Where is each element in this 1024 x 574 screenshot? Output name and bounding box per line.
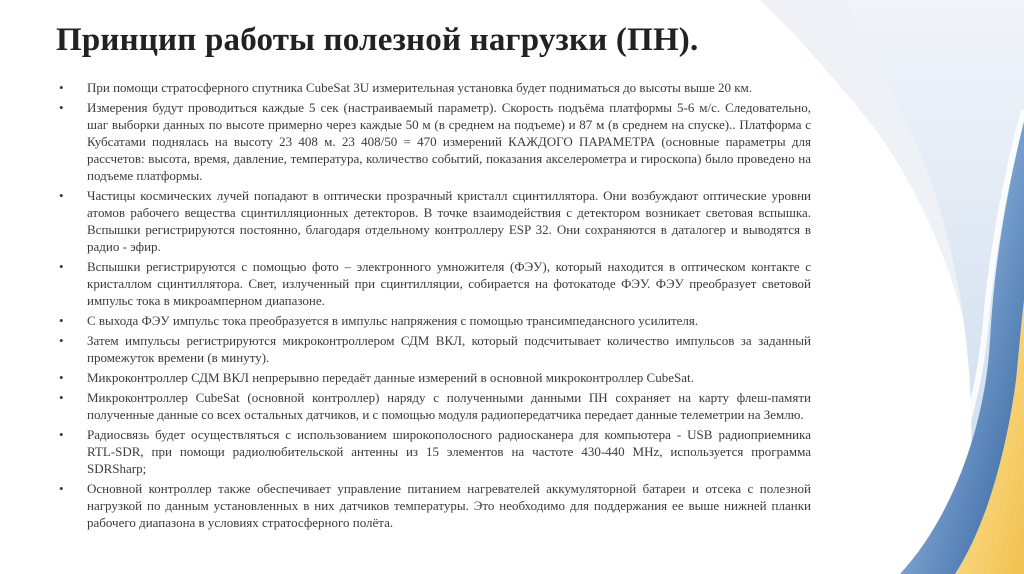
bullet-marker: • xyxy=(59,333,64,348)
bullet-text: Затем импульсы регистрируются микроконтроллером СДМ ВКЛ, который подсчитывает количество импульсов за заданный промежуток времени (в минуту). xyxy=(87,333,811,365)
bullet-marker: • xyxy=(59,481,64,496)
bullet-text: Измерения будут проводиться каждые 5 сек (настраиваемый параметр). Скорость подъёма платформы 5-6 м/с. Следовательно, шаг выборки данных по высоте примерно через каждые 50 м (в среднем на подъеме) и 87 м (в среднем на спуске).. Платформа с Кубсатами поднялась на высоту 23 408 м. 23 408/50 = 470 измерений КАЖДОГО ПАРАМЕТРА (основные параметры для рассчетов: высота, время, давление, температура, количество событий, показания акселерометра и гироскопа) было проведено на подъеме платформы. xyxy=(87,100,811,183)
slide-title: Принцип работы полезной нагрузки (ПН). xyxy=(56,22,699,58)
bullet-list xyxy=(56,79,811,534)
bullet-text: С выхода ФЭУ импульс тока преобразуется в импульс напряжения с помощью трансимпедансного усилителя. xyxy=(87,313,699,328)
bullet-marker: • xyxy=(59,390,64,405)
bullet-item xyxy=(56,79,811,96)
bullet-text: Частицы космических лучей попадают в оптически прозрачный кристалл сцинтиллятора. Они возбуждают оптические уровни атомов рабочего вещества сцинтилляционных детекторов. В точке взаимодействия с детектором возникает световая вспышка. Вспышки регистрируются постоянно, благодаря отдельному контроллеру ESP 32. Они сохраняются в даталогер и выводятся в радио - эфир. xyxy=(87,188,811,254)
bullet-item xyxy=(56,389,811,423)
bullet-item xyxy=(56,258,811,309)
bullet-marker: • xyxy=(59,80,64,95)
bullet-item xyxy=(56,312,811,329)
bullet-marker: • xyxy=(59,313,64,328)
bullet-text: Микроконтроллер CubeSat (основной контроллер) наряду с полученными данными ПН сохраняет на карту флеш-памяти полученные данные со всех остальных датчиков, и с помощью модуля радиопередатчика передает данные телеметрии на Землю. xyxy=(87,390,811,422)
bullet-marker: • xyxy=(59,188,64,203)
bullet-marker: • xyxy=(59,100,64,115)
bullet-item xyxy=(56,332,811,366)
bullet-text: Вспышки регистрируются с помощью фото – электронного умножителя (ФЭУ), который находится в оптическом контакте с кристаллом сцинтиллятора. Свет, излученный при сцинтилляции, собирается на фотокатоде ФЭУ. ФЭУ преобразует световой импульс тока в микроамперном диапазоне. xyxy=(87,259,811,308)
bullet-item xyxy=(56,99,811,184)
bullet-text: Основной контроллер также обеспечивает управление питанием нагревателей аккумуляторной батареи и отсека с полезной нагрузкой по данным установленных в них датчиков температуры. Это необходимо для поддержания ее выше нижней планки рабочего диапазона в условиях стратосферного полёта. xyxy=(87,481,811,530)
bullet-item xyxy=(56,369,811,386)
bullet-item xyxy=(56,426,811,477)
bullet-text: При помощи стратосферного спутника CubeSat 3U измерительная установка будет подниматься до высоты выше 20 км. xyxy=(87,80,753,95)
bullet-item xyxy=(56,480,811,531)
bullet-marker: • xyxy=(59,370,64,385)
bullet-text: Радиосвязь будет осуществляться с использованием широкополосного радиосканера для компьютера - USB радиоприемника RTL-SDR, при помощи радиолюбительской антенны из 15 элементов на частоте 430-440 MHz, используется программа SDRSharp; xyxy=(87,427,811,476)
bullet-text: Микроконтроллер СДМ ВКЛ непрерывно передаёт данные измерений в основной микроконтроллер CubeSat. xyxy=(87,370,694,385)
bullet-marker: • xyxy=(59,427,64,442)
bullet-marker: • xyxy=(59,259,64,274)
bullet-item xyxy=(56,187,811,255)
